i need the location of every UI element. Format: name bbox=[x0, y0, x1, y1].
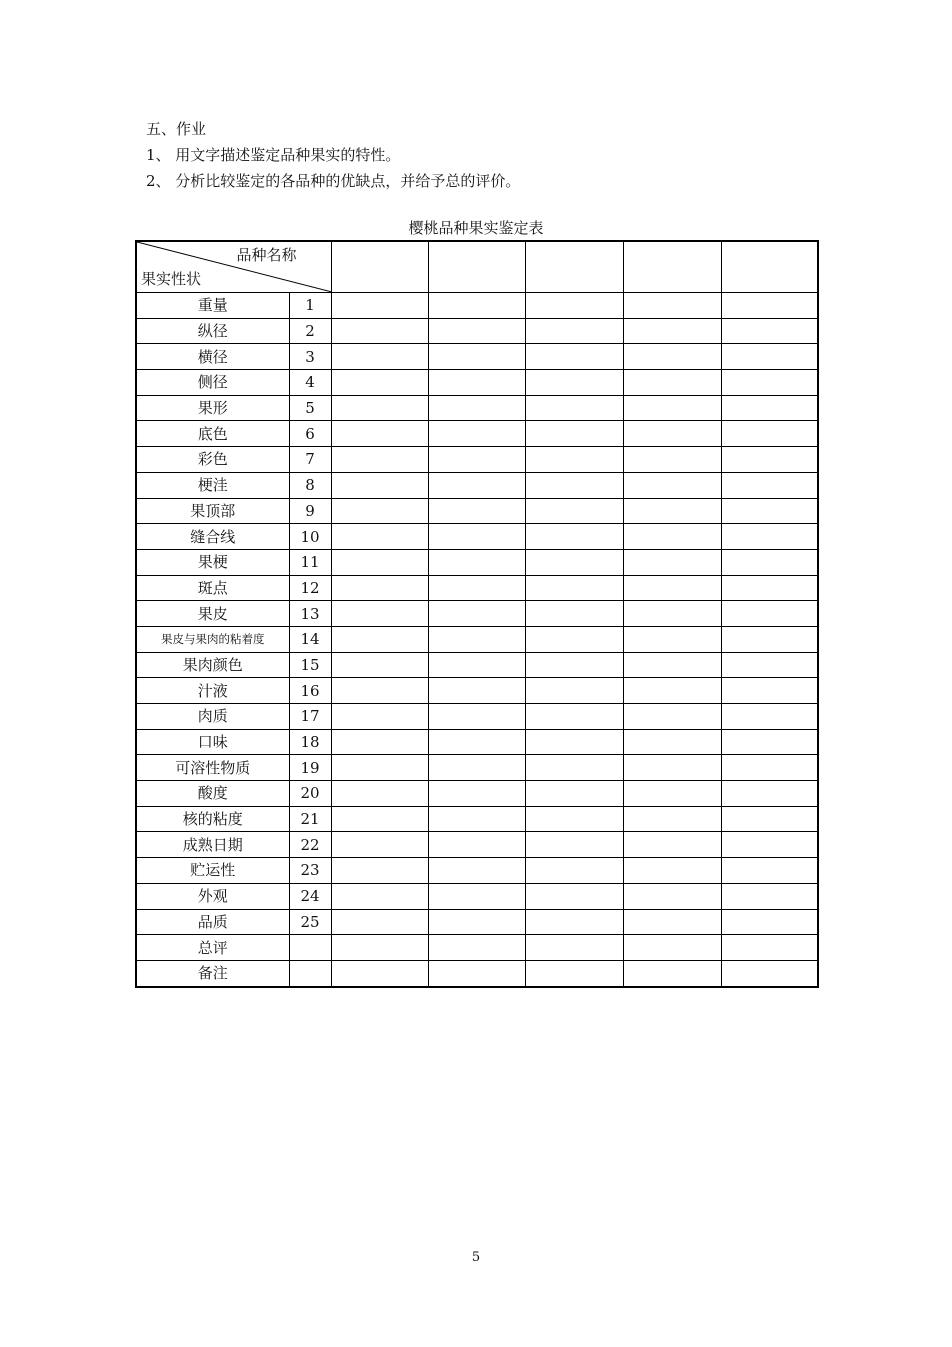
trait-label: 重量 bbox=[136, 293, 289, 319]
trait-label: 底色 bbox=[136, 421, 289, 447]
table-row bbox=[136, 293, 818, 319]
data-entry-cell[interactable] bbox=[331, 652, 428, 678]
trait-label: 侧径 bbox=[136, 370, 289, 396]
data-entry-cell[interactable] bbox=[623, 447, 721, 473]
table-row bbox=[136, 370, 818, 396]
data-entry-cell[interactable] bbox=[428, 293, 525, 319]
data-entry-cell[interactable] bbox=[428, 421, 525, 447]
table-row bbox=[136, 755, 818, 781]
data-entry-cell[interactable] bbox=[623, 678, 721, 704]
data-entry-cell[interactable] bbox=[623, 729, 721, 755]
data-entry-cell[interactable] bbox=[623, 395, 721, 421]
data-entry-cell[interactable] bbox=[525, 729, 623, 755]
trait-number: 6 bbox=[289, 421, 331, 447]
data-entry-cell[interactable] bbox=[428, 524, 525, 550]
table-row bbox=[136, 549, 818, 575]
assignment-heading: 五、作业 bbox=[146, 120, 207, 138]
trait-label: 梗洼 bbox=[136, 472, 289, 498]
table-row bbox=[136, 729, 818, 755]
trait-label: 果皮与果肉的粘着度 bbox=[136, 626, 289, 652]
data-entry-cell[interactable] bbox=[525, 318, 623, 344]
data-entry-cell[interactable] bbox=[331, 395, 428, 421]
trait-label: 彩色 bbox=[136, 447, 289, 473]
data-entry-cell[interactable] bbox=[721, 524, 818, 550]
diagonal-header-cell bbox=[136, 241, 331, 293]
trait-number: 1 bbox=[289, 293, 331, 319]
data-entry-cell[interactable] bbox=[331, 524, 428, 550]
data-entry-cell[interactable] bbox=[331, 858, 428, 884]
data-entry-cell[interactable] bbox=[331, 755, 428, 781]
data-entry-cell[interactable] bbox=[623, 755, 721, 781]
data-entry-cell[interactable] bbox=[428, 781, 525, 807]
data-entry-cell[interactable] bbox=[721, 832, 818, 858]
variety-column-1[interactable] bbox=[331, 241, 428, 293]
data-entry-cell[interactable] bbox=[525, 781, 623, 807]
data-entry-cell[interactable] bbox=[331, 883, 428, 909]
data-entry-cell[interactable] bbox=[623, 370, 721, 396]
data-entry-cell[interactable] bbox=[428, 960, 525, 986]
table-caption: 樱桃品种果实鉴定表 bbox=[408, 219, 544, 237]
data-entry-cell[interactable] bbox=[623, 935, 721, 961]
trait-number: 12 bbox=[289, 575, 331, 601]
data-entry-cell[interactable] bbox=[428, 549, 525, 575]
data-entry-cell[interactable] bbox=[623, 549, 721, 575]
data-entry-cell[interactable] bbox=[525, 678, 623, 704]
trait-label: 贮运性 bbox=[136, 858, 289, 884]
trait-label: 果皮 bbox=[136, 601, 289, 627]
data-entry-cell[interactable] bbox=[623, 524, 721, 550]
data-entry-cell[interactable] bbox=[623, 601, 721, 627]
trait-label: 酸度 bbox=[136, 781, 289, 807]
data-entry-cell[interactable] bbox=[428, 575, 525, 601]
data-entry-cell[interactable] bbox=[721, 395, 818, 421]
trait-label: 纵径 bbox=[136, 318, 289, 344]
data-entry-cell[interactable] bbox=[721, 421, 818, 447]
table-row bbox=[136, 472, 818, 498]
data-entry-cell[interactable] bbox=[721, 935, 818, 961]
data-entry-cell[interactable] bbox=[525, 704, 623, 730]
table-row bbox=[136, 652, 818, 678]
table-row bbox=[136, 395, 818, 421]
trait-number: 17 bbox=[289, 704, 331, 730]
trait-label: 核的粘度 bbox=[136, 806, 289, 832]
data-entry-cell[interactable] bbox=[331, 549, 428, 575]
trait-label: 外观 bbox=[136, 883, 289, 909]
data-entry-cell[interactable] bbox=[428, 883, 525, 909]
data-entry-cell[interactable] bbox=[331, 344, 428, 370]
data-entry-cell[interactable] bbox=[721, 549, 818, 575]
trait-label: 果顶部 bbox=[136, 498, 289, 524]
data-entry-cell[interactable] bbox=[623, 344, 721, 370]
trait-number: 8 bbox=[289, 472, 331, 498]
data-entry-cell[interactable] bbox=[721, 652, 818, 678]
data-entry-cell[interactable] bbox=[623, 832, 721, 858]
trait-label: 品质 bbox=[136, 909, 289, 935]
variety-column-5[interactable] bbox=[721, 241, 818, 293]
trait-number: 9 bbox=[289, 498, 331, 524]
table-row bbox=[136, 344, 818, 370]
data-entry-cell[interactable] bbox=[525, 293, 623, 319]
data-entry-cell[interactable] bbox=[623, 626, 721, 652]
table-row bbox=[136, 601, 818, 627]
trait-number: 16 bbox=[289, 678, 331, 704]
trait-number: 10 bbox=[289, 524, 331, 550]
data-entry-cell[interactable] bbox=[721, 472, 818, 498]
trait-label: 横径 bbox=[136, 344, 289, 370]
trait-label: 肉质 bbox=[136, 704, 289, 730]
data-entry-cell[interactable] bbox=[331, 575, 428, 601]
data-entry-cell[interactable] bbox=[428, 472, 525, 498]
data-entry-cell[interactable] bbox=[525, 395, 623, 421]
trait-number: 3 bbox=[289, 344, 331, 370]
data-entry-cell[interactable] bbox=[525, 344, 623, 370]
data-entry-cell[interactable] bbox=[525, 370, 623, 396]
data-entry-cell[interactable] bbox=[525, 421, 623, 447]
table-row bbox=[136, 421, 818, 447]
trait-label: 果梗 bbox=[136, 549, 289, 575]
trait-number: 20 bbox=[289, 781, 331, 807]
assignment-item-1: 1、 用文字描述鉴定品种果实的特性。 bbox=[146, 146, 401, 164]
data-entry-cell[interactable] bbox=[428, 318, 525, 344]
table-row bbox=[136, 575, 818, 601]
data-entry-cell[interactable] bbox=[623, 318, 721, 344]
variety-column-3[interactable] bbox=[525, 241, 623, 293]
trait-label: 可溶性物质 bbox=[136, 755, 289, 781]
table-row bbox=[136, 447, 818, 473]
trait-number bbox=[289, 960, 331, 986]
table-row bbox=[136, 832, 818, 858]
data-entry-cell[interactable] bbox=[428, 395, 525, 421]
data-entry-cell[interactable] bbox=[525, 472, 623, 498]
data-entry-cell[interactable] bbox=[525, 858, 623, 884]
table-row bbox=[136, 960, 818, 986]
data-entry-cell[interactable] bbox=[428, 678, 525, 704]
data-entry-cell[interactable] bbox=[331, 729, 428, 755]
data-entry-cell[interactable] bbox=[721, 498, 818, 524]
page-number: 5 bbox=[471, 1250, 481, 1265]
trait-number: 2 bbox=[289, 318, 331, 344]
variety-name-header: 品种名称 bbox=[236, 246, 297, 264]
data-entry-cell[interactable] bbox=[525, 498, 623, 524]
data-entry-cell[interactable] bbox=[331, 421, 428, 447]
data-entry-cell[interactable] bbox=[428, 498, 525, 524]
data-entry-cell[interactable] bbox=[331, 806, 428, 832]
data-entry-cell[interactable] bbox=[428, 909, 525, 935]
data-entry-cell[interactable] bbox=[525, 883, 623, 909]
fruit-trait-header: 果实性状 bbox=[141, 270, 202, 288]
trait-number: 13 bbox=[289, 601, 331, 627]
trait-label: 口味 bbox=[136, 729, 289, 755]
data-entry-cell[interactable] bbox=[721, 858, 818, 884]
trait-number: 7 bbox=[289, 447, 331, 473]
trait-number: 23 bbox=[289, 858, 331, 884]
variety-column-2[interactable] bbox=[428, 241, 525, 293]
data-entry-cell[interactable] bbox=[525, 806, 623, 832]
table-row bbox=[136, 781, 818, 807]
trait-label: 成熟日期 bbox=[136, 832, 289, 858]
data-entry-cell[interactable] bbox=[623, 652, 721, 678]
data-entry-cell[interactable] bbox=[721, 704, 818, 730]
data-entry-cell[interactable] bbox=[721, 318, 818, 344]
trait-number: 4 bbox=[289, 370, 331, 396]
data-entry-cell[interactable] bbox=[721, 806, 818, 832]
data-entry-cell[interactable] bbox=[525, 755, 623, 781]
data-entry-cell[interactable] bbox=[623, 472, 721, 498]
trait-label: 缝合线 bbox=[136, 524, 289, 550]
data-entry-cell[interactable] bbox=[721, 909, 818, 935]
data-entry-cell[interactable] bbox=[331, 293, 428, 319]
data-entry-cell[interactable] bbox=[721, 447, 818, 473]
table-row bbox=[136, 678, 818, 704]
data-entry-cell[interactable] bbox=[623, 498, 721, 524]
data-entry-cell[interactable] bbox=[525, 960, 623, 986]
data-entry-cell[interactable] bbox=[428, 601, 525, 627]
data-entry-cell[interactable] bbox=[623, 883, 721, 909]
trait-label: 果肉颜色 bbox=[136, 652, 289, 678]
data-entry-cell[interactable] bbox=[428, 729, 525, 755]
trait-number: 21 bbox=[289, 806, 331, 832]
data-entry-cell[interactable] bbox=[331, 626, 428, 652]
data-entry-cell[interactable] bbox=[331, 370, 428, 396]
data-entry-cell[interactable] bbox=[331, 601, 428, 627]
table-row bbox=[136, 883, 818, 909]
data-entry-cell[interactable] bbox=[428, 626, 525, 652]
data-entry-cell[interactable] bbox=[428, 806, 525, 832]
table-row bbox=[136, 626, 818, 652]
data-entry-cell[interactable] bbox=[331, 704, 428, 730]
table-row bbox=[136, 704, 818, 730]
data-entry-cell[interactable] bbox=[428, 858, 525, 884]
data-entry-cell[interactable] bbox=[721, 755, 818, 781]
data-entry-cell[interactable] bbox=[721, 960, 818, 986]
data-entry-cell[interactable] bbox=[721, 293, 818, 319]
data-entry-cell[interactable] bbox=[331, 678, 428, 704]
trait-number: 15 bbox=[289, 652, 331, 678]
data-entry-cell[interactable] bbox=[623, 575, 721, 601]
data-entry-cell[interactable] bbox=[428, 344, 525, 370]
data-entry-cell[interactable] bbox=[525, 909, 623, 935]
data-entry-cell[interactable] bbox=[721, 601, 818, 627]
data-entry-cell[interactable] bbox=[623, 960, 721, 986]
data-entry-cell[interactable] bbox=[623, 806, 721, 832]
data-entry-cell[interactable] bbox=[721, 781, 818, 807]
trait-number: 11 bbox=[289, 549, 331, 575]
data-entry-cell[interactable] bbox=[428, 935, 525, 961]
data-entry-cell[interactable] bbox=[331, 318, 428, 344]
trait-number: 19 bbox=[289, 755, 331, 781]
data-entry-cell[interactable] bbox=[525, 447, 623, 473]
data-entry-cell[interactable] bbox=[525, 524, 623, 550]
data-entry-cell[interactable] bbox=[623, 421, 721, 447]
data-entry-cell[interactable] bbox=[525, 652, 623, 678]
data-entry-cell[interactable] bbox=[331, 832, 428, 858]
data-entry-cell[interactable] bbox=[623, 781, 721, 807]
data-entry-cell[interactable] bbox=[721, 626, 818, 652]
table-header-row bbox=[136, 241, 818, 293]
data-entry-cell[interactable] bbox=[428, 755, 525, 781]
data-entry-cell[interactable] bbox=[525, 549, 623, 575]
trait-number: 25 bbox=[289, 909, 331, 935]
trait-label: 汁液 bbox=[136, 678, 289, 704]
assignment-section bbox=[146, 116, 520, 194]
data-entry-cell[interactable] bbox=[623, 909, 721, 935]
data-entry-cell[interactable] bbox=[331, 935, 428, 961]
table-row bbox=[136, 806, 818, 832]
table-row bbox=[136, 524, 818, 550]
data-entry-cell[interactable] bbox=[623, 858, 721, 884]
trait-number: 24 bbox=[289, 883, 331, 909]
data-entry-cell[interactable] bbox=[525, 832, 623, 858]
trait-label: 备注 bbox=[136, 960, 289, 986]
cherry-evaluation-table bbox=[135, 240, 819, 988]
variety-column-4[interactable] bbox=[623, 241, 721, 293]
data-entry-cell[interactable] bbox=[428, 832, 525, 858]
trait-number: 5 bbox=[289, 395, 331, 421]
data-entry-cell[interactable] bbox=[331, 781, 428, 807]
data-entry-cell[interactable] bbox=[721, 575, 818, 601]
data-entry-cell[interactable] bbox=[721, 729, 818, 755]
data-entry-cell[interactable] bbox=[721, 344, 818, 370]
assignment-item-2: 2、 分析比较鉴定的各品种的优缺点，并给予总的评价。 bbox=[146, 172, 521, 190]
data-entry-cell[interactable] bbox=[428, 652, 525, 678]
data-entry-cell[interactable] bbox=[525, 601, 623, 627]
data-entry-cell[interactable] bbox=[525, 626, 623, 652]
data-entry-cell[interactable] bbox=[331, 909, 428, 935]
trait-label: 总评 bbox=[136, 935, 289, 961]
data-entry-cell[interactable] bbox=[331, 960, 428, 986]
data-entry-cell[interactable] bbox=[721, 370, 818, 396]
data-entry-cell[interactable] bbox=[525, 575, 623, 601]
table-row bbox=[136, 318, 818, 344]
data-entry-cell[interactable] bbox=[331, 498, 428, 524]
trait-number: 22 bbox=[289, 832, 331, 858]
table-row bbox=[136, 935, 818, 961]
data-entry-cell[interactable] bbox=[428, 447, 525, 473]
data-entry-cell[interactable] bbox=[721, 883, 818, 909]
data-entry-cell[interactable] bbox=[525, 935, 623, 961]
table-row bbox=[136, 909, 818, 935]
trait-number: 18 bbox=[289, 729, 331, 755]
table-row bbox=[136, 498, 818, 524]
data-entry-cell[interactable] bbox=[428, 370, 525, 396]
data-entry-cell[interactable] bbox=[331, 472, 428, 498]
data-entry-cell[interactable] bbox=[721, 678, 818, 704]
trait-number bbox=[289, 935, 331, 961]
data-entry-cell[interactable] bbox=[623, 704, 721, 730]
trait-number: 14 bbox=[289, 626, 331, 652]
data-entry-cell[interactable] bbox=[428, 704, 525, 730]
trait-label: 斑点 bbox=[136, 575, 289, 601]
trait-label: 果形 bbox=[136, 395, 289, 421]
table-row bbox=[136, 858, 818, 884]
data-entry-cell[interactable] bbox=[331, 447, 428, 473]
data-entry-cell[interactable] bbox=[623, 293, 721, 319]
